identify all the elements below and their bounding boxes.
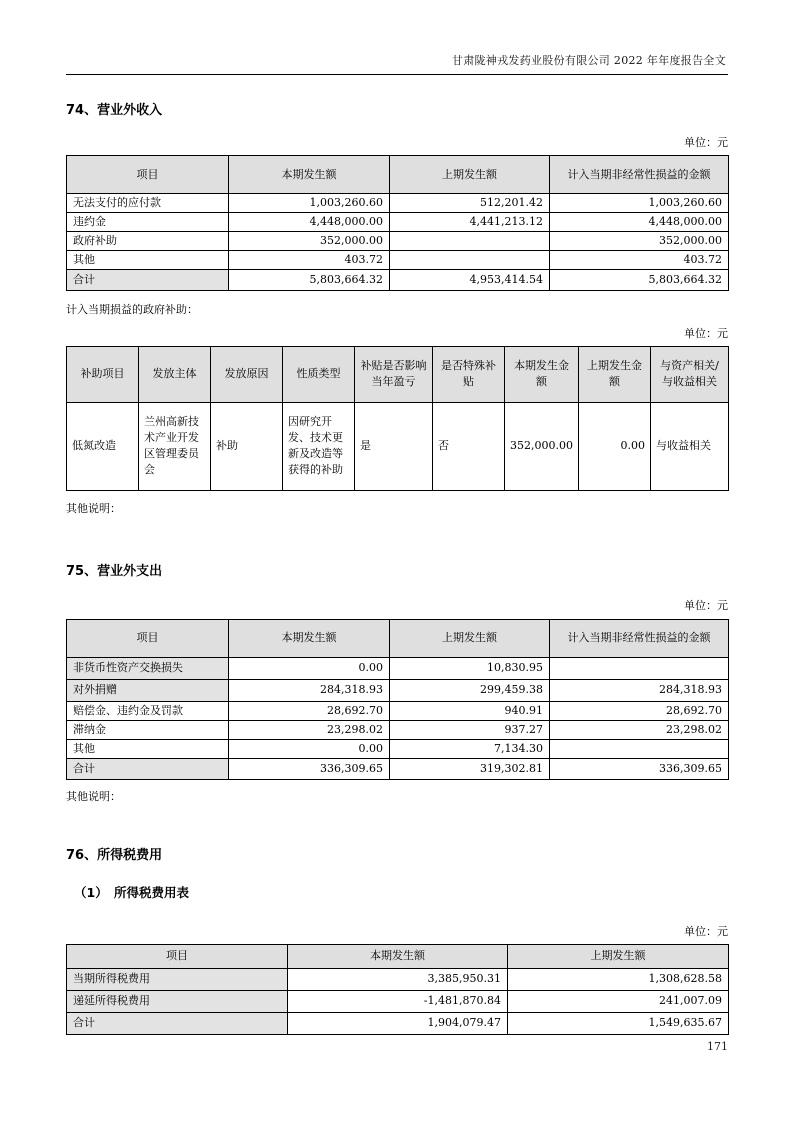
column-header: 上期发生额 [390, 156, 550, 194]
table-row [67, 739, 729, 758]
non-operating-income-table [66, 155, 729, 291]
cell-value: 1,549,635.67 [508, 1012, 729, 1034]
cell-value: 241,007.09 [508, 990, 729, 1012]
cell-value: 299,459.38 [390, 679, 550, 701]
row-label: 其他 [67, 739, 229, 758]
gov-subsidy-table [66, 346, 729, 491]
section-74-title: 74、营业外收入 [66, 103, 163, 118]
row-label: 对外捐赠 [67, 679, 229, 701]
non-operating-expense-table [66, 619, 729, 780]
row-label: 低氮改造 [67, 402, 139, 490]
cell-value: 284,318.93 [229, 679, 390, 701]
total-row [67, 269, 729, 290]
cell-value [390, 231, 550, 250]
cell-value: 403.72 [229, 250, 390, 269]
cell-value: 否 [433, 402, 505, 490]
cell-value: -1,481,870.84 [288, 990, 508, 1012]
section-75-title: 75、营业外支出 [66, 563, 163, 579]
column-header: 项目 [67, 944, 288, 968]
cell-value: 1,003,260.60 [229, 194, 390, 213]
column-header: 本期发生额 [229, 156, 390, 194]
cell-value: 4,448,000.00 [229, 212, 390, 231]
cell-value: 512,201.42 [390, 194, 550, 213]
column-header: 本期发生额 [229, 619, 390, 657]
table-header-row [67, 619, 729, 657]
row-label: 无法支付的应付款 [67, 194, 229, 213]
cell-value: 0.00 [229, 657, 390, 679]
section-76-title: 76、所得税费用 [66, 847, 163, 863]
table-row [67, 231, 729, 250]
cell-value: 4,441,213.12 [390, 212, 550, 231]
table-header-row [67, 346, 729, 402]
cell-value: 因研究开发、技术更新及改造等获得的补助 [283, 402, 355, 490]
other-note: 其他说明： [66, 501, 121, 515]
cell-value: 1,003,260.60 [550, 194, 729, 213]
row-label: 政府补助 [67, 231, 229, 250]
cell-value: 1,308,628.58 [508, 968, 729, 990]
unit-label: 单位：元 [684, 598, 728, 612]
cell-value: 5,803,664.32 [229, 269, 390, 290]
row-label: 其他 [67, 250, 229, 269]
other-note: 其他说明： [66, 789, 121, 803]
cell-value: 940.91 [390, 701, 550, 720]
income-tax-table [66, 944, 729, 1035]
table-row [67, 194, 729, 213]
row-label: 赔偿金、违约金及罚款 [67, 701, 229, 720]
page-number: 171 [707, 1040, 728, 1053]
column-header: 性质类型 [283, 346, 355, 402]
table-row [67, 679, 729, 701]
cell-value [550, 739, 729, 758]
cell-value: 10,830.95 [390, 657, 550, 679]
cell-value: 0.00 [229, 739, 390, 758]
cell-value: 28,692.70 [550, 701, 729, 720]
income-tax-subtitle: （1） 所得税费用表 [74, 884, 189, 900]
cell-value: 937.27 [390, 720, 550, 739]
cell-value: 兰州高新技术产业开发区管理委员会 [139, 402, 211, 490]
cell-value: 23,298.02 [550, 720, 729, 739]
table-row [67, 968, 729, 990]
cell-value: 5,803,664.32 [550, 269, 729, 290]
column-header: 本期发生金额 [505, 346, 579, 402]
cell-value: 1,904,079.47 [288, 1012, 508, 1034]
column-header: 本期发生额 [288, 944, 508, 968]
column-header: 发放主体 [139, 346, 211, 402]
column-header: 是否特殊补贴 [433, 346, 505, 402]
cell-value: 0.00 [579, 402, 651, 490]
cell-value: 4,448,000.00 [550, 212, 729, 231]
row-label: 滞纳金 [67, 720, 229, 739]
row-label: 合计 [67, 758, 229, 779]
column-header: 发放原因 [211, 346, 283, 402]
table-row [67, 657, 729, 679]
cell-value: 352,000.00 [229, 231, 390, 250]
table-row [67, 402, 729, 490]
cell-value: 336,309.65 [229, 758, 390, 779]
cell-value: 与收益相关 [651, 402, 729, 490]
report-header: 甘肃陇神戎发药业股份有限公司 2022 年年度报告全文 [66, 0, 728, 75]
column-header: 计入当期非经常性损益的金额 [550, 156, 729, 194]
cell-value: 3,385,950.31 [288, 968, 508, 990]
column-header: 补助项目 [67, 346, 139, 402]
table-row [67, 701, 729, 720]
row-label: 合计 [67, 269, 229, 290]
cell-value: 352,000.00 [550, 231, 729, 250]
total-row [67, 1012, 729, 1034]
gov-subsidy-note: 计入当期损益的政府补助： [66, 302, 198, 316]
cell-value [550, 657, 729, 679]
total-row [67, 758, 729, 779]
table-row [67, 990, 729, 1012]
page-content [66, 0, 728, 1035]
cell-value [390, 250, 550, 269]
row-label: 递延所得税费用 [67, 990, 288, 1012]
column-header: 项目 [67, 619, 229, 657]
cell-value: 是 [355, 402, 433, 490]
column-header: 补贴是否影响当年盈亏 [355, 346, 433, 402]
cell-value: 4,953,414.54 [390, 269, 550, 290]
row-label: 合计 [67, 1012, 288, 1034]
column-header: 项目 [67, 156, 229, 194]
column-header: 上期发生金额 [579, 346, 651, 402]
unit-label: 单位：元 [684, 326, 728, 340]
column-header: 上期发生额 [390, 619, 550, 657]
row-label: 违约金 [67, 212, 229, 231]
cell-value: 7,134.30 [390, 739, 550, 758]
unit-label: 单位：元 [684, 136, 728, 149]
cell-value: 23,298.02 [229, 720, 390, 739]
cell-value: 28,692.70 [229, 701, 390, 720]
cell-value: 补助 [211, 402, 283, 490]
table-row [67, 212, 729, 231]
unit-label: 单位：元 [684, 924, 728, 938]
cell-value: 319,302.81 [390, 758, 550, 779]
cell-value: 336,309.65 [550, 758, 729, 779]
row-label: 当期所得税费用 [67, 968, 288, 990]
column-header: 上期发生额 [508, 944, 729, 968]
cell-value: 352,000.00 [505, 402, 579, 490]
cell-value: 284,318.93 [550, 679, 729, 701]
table-header-row [67, 156, 729, 194]
cell-value: 403.72 [550, 250, 729, 269]
table-row [67, 720, 729, 739]
row-label: 非货币性资产交换损失 [67, 657, 229, 679]
table-header-row [67, 944, 729, 968]
column-header: 计入当期非经常性损益的金额 [550, 619, 729, 657]
table-row [67, 250, 729, 269]
column-header: 与资产相关/与收益相关 [651, 346, 729, 402]
